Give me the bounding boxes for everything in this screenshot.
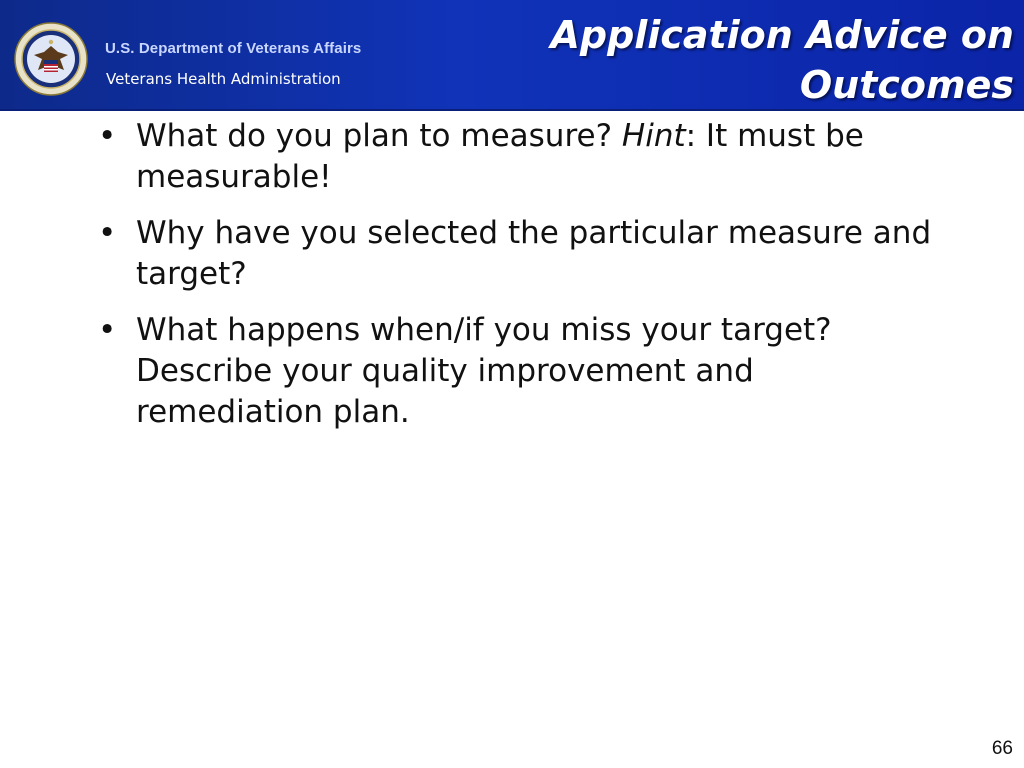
hint-label: Hint: [621, 118, 686, 154]
bullet-dot: •: [98, 118, 117, 154]
agency-name: U.S. Department of Veterans Affairs: [105, 40, 362, 57]
bullet-list: [98, 116, 938, 448]
subagency-name: Veterans Health Administration: [106, 70, 341, 88]
bullet-text: Why have you selected the particular measure and target?: [136, 215, 932, 292]
page-number: 66: [991, 738, 1013, 759]
slide-title-line-2: Outcomes: [799, 63, 1014, 107]
slide-title-line-1: Application Advice on: [550, 13, 1014, 57]
bullet-text: What happens when/if you miss your target? Describe your quality improvement and remediation plan.: [136, 312, 832, 430]
bullet-item-remediation: [98, 310, 938, 433]
bullet-text-before-hint: What do you plan to measure?: [136, 118, 622, 154]
bullet-dot: •: [98, 215, 117, 251]
bullet-item-measure: [98, 116, 938, 198]
slide-title: [454, 10, 1014, 110]
bullet-text-after-hint: : It must be measurable!: [136, 118, 864, 195]
slide-header: [0, 0, 1024, 111]
bullet-item-selection: [98, 213, 938, 295]
va-seal-icon: [14, 22, 88, 96]
bullet-dot: •: [98, 312, 117, 348]
